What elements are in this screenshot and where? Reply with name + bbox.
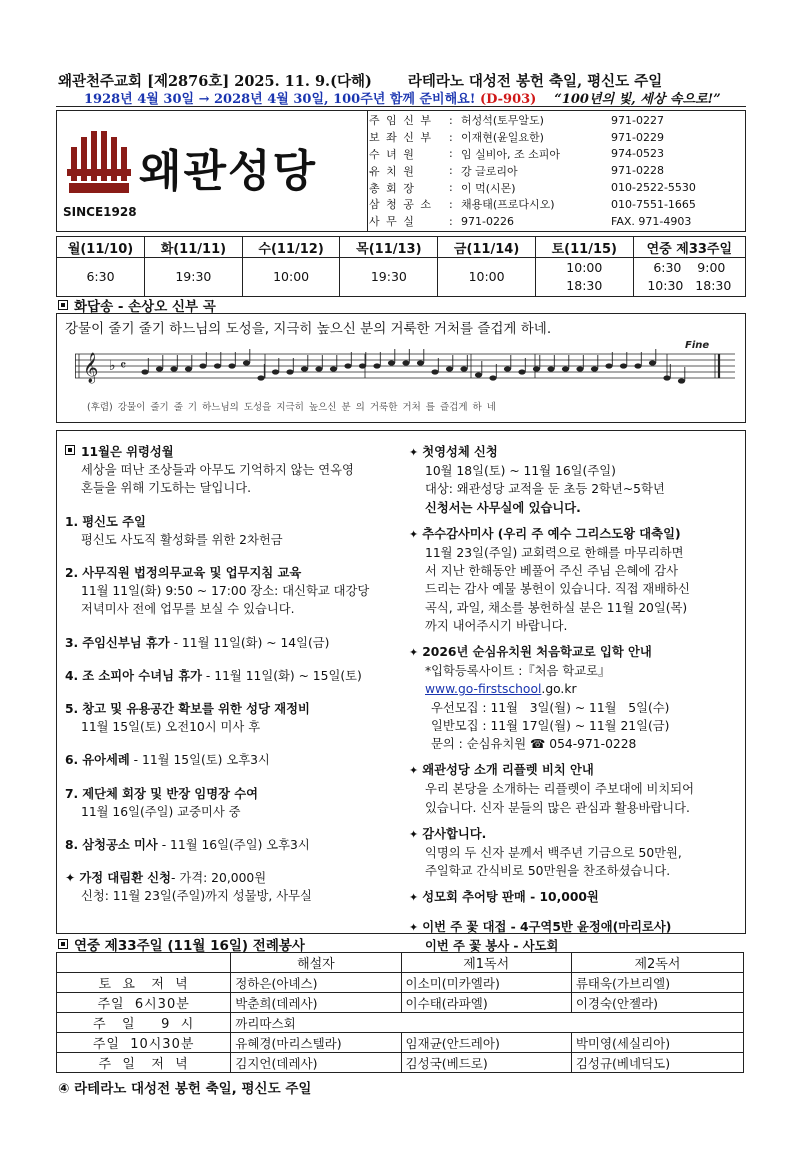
staff-role: 총 회 장 (369, 181, 416, 195)
news-item-body: 곡식, 과일, 채소를 봉헌하실 분은 11월 20일(목) (425, 600, 688, 615)
announcements-left-column (65, 443, 401, 921)
news-item-marker: 2. (65, 566, 79, 581)
staff-row (369, 146, 743, 163)
liturgy-service-table (56, 952, 744, 1073)
diamond-bullet-icon: ✦ (409, 646, 419, 660)
news-item-title: 추수감사미사 (우리 주 예수 그리스도왕 대축일) (422, 526, 681, 541)
news-item (65, 634, 401, 652)
schedule-time-line: 18:30 (566, 278, 603, 293)
news-item-title: 이번 주 꽃 봉사 - 사도회 (425, 938, 559, 953)
bulletin-footer: ④ 라테라노 대성전 봉헌 축일, 평신도 주일 (58, 1081, 312, 1097)
staff-colon: : (449, 214, 453, 228)
staff-name: 채용태(프로다시오) (461, 198, 555, 212)
logo-text: 왜관성당 (139, 146, 318, 197)
service-person: 김성국(베드로) (401, 1053, 571, 1073)
news-item-body: 11월 16일(주일) 교중미사 중 (81, 804, 241, 819)
mass-schedule-table (56, 236, 746, 297)
staff-colon: : (449, 197, 453, 211)
news-item-heading (409, 888, 741, 907)
schedule-time (633, 258, 745, 297)
school-link[interactable]: www.go-firstschool (425, 682, 542, 697)
service-column-header: 제2독서 (571, 953, 743, 973)
news-item-title: 가정 대림환 신청 (79, 871, 172, 886)
schedule-day: 연중 제33주일 (633, 237, 745, 258)
news-item (409, 643, 741, 753)
news-item-heading (65, 513, 401, 531)
staff-row (369, 162, 743, 179)
news-item (65, 700, 401, 736)
news-item-marker: 1. (65, 514, 79, 529)
news-item-heading (409, 825, 741, 844)
schedule-day: 수(11/12) (242, 237, 340, 258)
news-item-body: 드리는 감사 예물 봉헌이 있습니다. 직접 재배하신 (425, 582, 690, 597)
staff-colon: : (449, 130, 453, 144)
school-link-tail: .go.kr (541, 682, 577, 697)
anniversary-slogan: “100년의 빛, 세상 속으로!” (554, 92, 721, 107)
diamond-bullet-icon: ✦ (409, 920, 419, 934)
news-item-marker: 7. (65, 786, 79, 801)
news-item-body: 까지 내어주시기 바랍니다. (425, 618, 568, 633)
schedule-time-line: 10:00 (468, 269, 505, 284)
schedule-time-line: 10:30 18:30 (647, 278, 732, 293)
news-item-title: 2026년 순심유치원 처음학교로 입학 안내 (422, 645, 652, 660)
service-row (57, 1013, 744, 1033)
news-item (65, 667, 401, 685)
schedule-day: 화(11/11) (145, 237, 243, 258)
schedule-time (57, 258, 145, 297)
service-time: 주일 6시30분 (57, 993, 231, 1013)
logo-since: SINCE1928 (63, 205, 137, 219)
staff-name: 임 실비아, 조 소피아 (461, 147, 560, 161)
service-row (57, 993, 744, 1013)
announcements-right-column (409, 443, 741, 961)
schedule-time (535, 258, 633, 297)
service-person: 이경숙(안젤라) (571, 993, 743, 1013)
staff-colon: : (449, 113, 453, 127)
news-item-body: 신청: 11월 23일(주일)까지 성물방, 사무실 (81, 889, 312, 904)
diamond-bullet-icon: ✦ (409, 446, 419, 459)
schedule-day: 목(11/13) (340, 237, 438, 258)
news-item-body: 혼들을 위해 기도하는 달입니다. (81, 481, 252, 496)
news-item-title: 삼청공소 미사 (82, 838, 158, 853)
staff-name: 이 먹(시몬) (461, 181, 516, 195)
church-pipes-icon (67, 129, 133, 195)
staff-colon: : (449, 164, 453, 178)
staff-role: 수 녀 원 (369, 147, 416, 161)
hymn-lyrics: (후렴) 강물이 줄기 줄 기 하느님의 도성을 지극히 높으신 분 의 거룩한 거처 를 즐겁게 하 네 (87, 402, 496, 413)
schedule-time-line: 10:00 (273, 269, 310, 284)
news-item-heading (65, 667, 401, 685)
schedule-time (242, 258, 340, 297)
anniversary-text: 1928년 4월 30일 → 2028년 4월 30일, 100주년 함께 준비해요! (84, 92, 480, 107)
news-item-heading (65, 443, 401, 461)
service-person: 김지언(데레사) (231, 1053, 401, 1073)
diamond-bullet-icon: ✦ (409, 764, 419, 778)
news-item-marker: 3. (65, 635, 79, 650)
schedule-time (438, 258, 536, 297)
news-item (65, 869, 401, 905)
news-item-inline: - 가격: 20,000원 (171, 871, 267, 886)
service-column-header: 제1독서 (401, 953, 571, 973)
parish-logo (57, 111, 368, 231)
staff-role: 보 좌 신 부 (369, 131, 433, 145)
schedule-time (145, 258, 243, 297)
news-item-title: 조 소피아 수녀님 휴가 (82, 668, 202, 683)
service-person: 김성규(베네딕도) (571, 1053, 743, 1073)
news-item-title: 제단체 회장 및 반장 임명장 수여 (82, 786, 259, 801)
staff-name: 이재현(윤일요한) (461, 131, 544, 145)
hymn-box (56, 313, 746, 423)
news-item-title: 성모회 추어탕 판매 - 10,000원 (422, 890, 599, 905)
service-row (57, 973, 744, 993)
news-item-body: 일반모집 : 11월 17일(월) ~ 11월 21일(금) (431, 718, 670, 733)
news-item-body: 평신도 사도직 활성화를 위한 2차헌금 (81, 532, 283, 547)
schedule-day: 금(11/14) (438, 237, 536, 258)
news-item (409, 918, 741, 955)
staff-row (369, 213, 743, 230)
service-person: 박춘희(데레사) (231, 993, 401, 1013)
staff-phone: 974-0523 (611, 147, 664, 161)
diamond-bullet-icon: ✦ (409, 527, 419, 541)
service-header-row (57, 953, 744, 973)
schedule-time-line: 6:30 9:00 (653, 260, 726, 275)
schedule-day: 월(11/10) (57, 237, 145, 258)
news-item-heading (65, 564, 401, 582)
news-item-title: 사무직원 법정의무교육 및 업무지침 교육 (82, 566, 302, 581)
news-item-body: 10월 18일(토) ~ 11월 16일(주일) (425, 464, 616, 479)
staff-role: 주 임 신 부 (369, 114, 433, 128)
staff-colon: : (449, 147, 453, 161)
news-item-title: 왜관성당 소개 리플렛 비치 안내 (422, 763, 594, 778)
news-item-body: 우선모집 : 11월 3일(월) ~ 11월 5일(수) (431, 700, 670, 715)
news-item-body: 세상을 떠난 조상들과 아무도 기억하지 않는 연옥영 (81, 463, 354, 478)
news-item (409, 443, 741, 517)
staff-colon: : (449, 181, 453, 195)
service-time: 주 일 저 녁 (57, 1053, 231, 1073)
news-item-heading (409, 761, 741, 780)
news-item-title: 이번 주 꽃 대접 - 4구역5반 윤정애(마리로사) (422, 919, 672, 934)
news-item-body: 신청서는 사무실에 있습니다. (425, 500, 581, 515)
news-item-body: 있습니다. 신자 분들의 많은 관심과 활용바랍니다. (425, 800, 690, 815)
news-item-body: 대상: 왜관성당 교적을 둔 초등 2학년~5학년 (425, 482, 665, 497)
news-item-heading (65, 700, 401, 718)
news-item-title: 평신도 주일 (82, 514, 146, 529)
news-item-body: 11월 23일(주일) 교회력으로 한해를 마무리하면 (425, 546, 684, 561)
news-item-heading (65, 785, 401, 803)
staff-role: 삼 청 공 소 (369, 198, 433, 212)
service-column-header (57, 953, 231, 973)
service-person: 이수태(라파엘) (401, 993, 571, 1013)
hymn-section-heading: 화답송 - 손상오 신부 곡 (58, 295, 216, 315)
staff-row (369, 196, 743, 213)
staff-role: 사 무 실 (369, 215, 416, 229)
schedule-time-line: 6:30 (86, 269, 115, 284)
square-bullet-icon (65, 445, 75, 455)
news-item-heading (409, 525, 741, 544)
staff-phone: 010-2522-5530 (611, 181, 696, 195)
header-divider (56, 106, 746, 107)
news-item (409, 825, 741, 881)
news-item-title: 주임신부님 휴가 (82, 635, 170, 650)
service-person: 임재균(안드레아) (401, 1033, 571, 1053)
bulletin-title: 라테라노 대성전 봉헌 축일, 평신도 주일 (407, 73, 663, 90)
news-item-title: 11월은 위령성월 (81, 445, 174, 459)
service-time: 주일 10시30분 (57, 1033, 231, 1053)
service-time: 주 일 9 시 (57, 1013, 231, 1033)
staff-phone: 971-0228 (611, 164, 664, 178)
service-column-header: 해설자 (231, 953, 401, 973)
news-item (409, 761, 741, 817)
news-item (65, 564, 401, 619)
service-row (57, 1053, 744, 1073)
news-item-heading (409, 918, 741, 937)
news-item-marker: 4. (65, 668, 79, 683)
square-bullet-icon (58, 939, 68, 949)
bulletin-issue: 왜관천주교회 [제2876호] 2025. 11. 9.(다해) (58, 73, 372, 90)
news-item-body: *입학등록사이트 :『처음 학교로』 (425, 664, 611, 679)
dday-counter: (D-903) (479, 92, 537, 107)
news-item-heading (65, 634, 401, 652)
news-item (409, 525, 741, 635)
news-item-body: 서 지난 한해동안 베풀어 주신 주님 은혜에 감사 (425, 564, 679, 579)
service-time: 토 요 저 녁 (57, 973, 231, 993)
diamond-bullet-icon: ✦ (409, 827, 419, 841)
news-item-marker: 5. (65, 702, 79, 717)
news-item-inline: - 11월 15일(토) 오후3시 (129, 753, 270, 768)
news-item (65, 785, 401, 821)
staff-phone: FAX. 971-4903 (611, 214, 692, 228)
staff-role: 유 치 원 (369, 164, 416, 178)
square-bullet-icon (58, 300, 68, 310)
schedule-time-line: 19:30 (175, 269, 212, 284)
news-item-inline: - 11월 16일(주일) 오후3시 (157, 838, 310, 853)
svg-text:♭ 𝄴: ♭ 𝄴 (109, 358, 127, 374)
music-score-icon (75, 338, 735, 400)
news-item-title: 감사합니다. (422, 826, 487, 841)
news-item-heading (409, 443, 741, 462)
service-person: 정하은(아녜스) (231, 973, 401, 993)
news-item-heading (65, 836, 401, 854)
staff-row (369, 179, 743, 196)
service-person: 류태욱(가브리엘) (571, 973, 743, 993)
news-item-heading (409, 643, 741, 662)
news-item-heading (65, 869, 401, 887)
news-item-link-line (409, 680, 741, 698)
service-group: 까리따스회 (231, 1013, 744, 1033)
schedule-time (340, 258, 438, 297)
news-item-marker: 6. (65, 753, 79, 768)
staff-name: 971-0226 (461, 214, 514, 228)
news-item-inline: - 11월 11일(화) ~ 14일(금) (169, 635, 330, 650)
service-person: 이소미(미카엘라) (401, 973, 571, 993)
news-item (65, 513, 401, 549)
parish-info-box (56, 110, 746, 232)
news-item-body: 11월 11일(화) 9:50 ~ 17:00 장소: 대신학교 대강당 (81, 584, 370, 599)
staff-phone: 971-0229 (611, 130, 664, 144)
service-person: 유혜경(마리스텔라) (231, 1033, 401, 1053)
news-item-body: 익명의 두 신자 분께서 백주년 기금으로 50만원, (425, 846, 682, 861)
staff-name: 강 글로리아 (461, 164, 518, 178)
staff-directory (369, 112, 743, 230)
news-item-inline: - 11월 11일(화) ~ 15일(토) (202, 668, 362, 683)
staff-row (369, 129, 743, 146)
news-item-body: 우리 본당을 소개하는 리플렛이 주보대에 비치되어 (425, 782, 694, 797)
schedule-time-line: 19:30 (370, 269, 407, 284)
service-person: 박미영(세실리아) (571, 1033, 743, 1053)
service-row (57, 1033, 744, 1053)
svg-text:𝄞: 𝄞 (83, 353, 99, 383)
news-item (409, 888, 741, 907)
news-item-body: 11월 15일(토) 오전10시 미사 후 (81, 720, 261, 735)
service-section-heading: 연중 제33주일 (11월 16일) 전례봉사 (58, 934, 305, 954)
news-item (65, 836, 401, 854)
staff-name: 허성석(토무알도) (461, 114, 544, 128)
news-item-title: 창고 및 유용공간 확보를 위한 성당 재정비 (82, 702, 310, 717)
schedule-time-line: 10:00 (566, 260, 603, 275)
staff-row (369, 112, 743, 129)
news-item-marker: 8. (65, 838, 79, 853)
news-item-marker: ✦ (65, 871, 76, 886)
schedule-day: 토(11/15) (535, 237, 633, 258)
news-item-heading (65, 751, 401, 769)
staff-phone: 010-7551-1665 (611, 197, 696, 211)
hymn-text: 강물이 줄기 줄기 하느님의 도성을, 지극히 높으신 분의 거룩한 거처를 즐겁게 하네. (65, 321, 552, 337)
news-item-body: 저녁미사 전에 업무를 보실 수 있습니다. (81, 602, 295, 617)
diamond-bullet-icon: ✦ (409, 891, 419, 905)
news-item (65, 751, 401, 769)
svg-text:Fine: Fine (685, 340, 710, 351)
staff-phone: 971-0227 (611, 113, 664, 127)
news-item-title: 첫영성체 신청 (422, 445, 498, 459)
news-item-title: 유아세례 (82, 753, 130, 768)
news-item-body: 문의 : 순심유치원 ☎ 054-971-0228 (431, 737, 637, 752)
news-item (65, 443, 401, 498)
news-item-body: 주일학교 간식비로 50만원을 찬조하셨습니다. (425, 864, 671, 879)
anniversary-line (84, 88, 774, 107)
